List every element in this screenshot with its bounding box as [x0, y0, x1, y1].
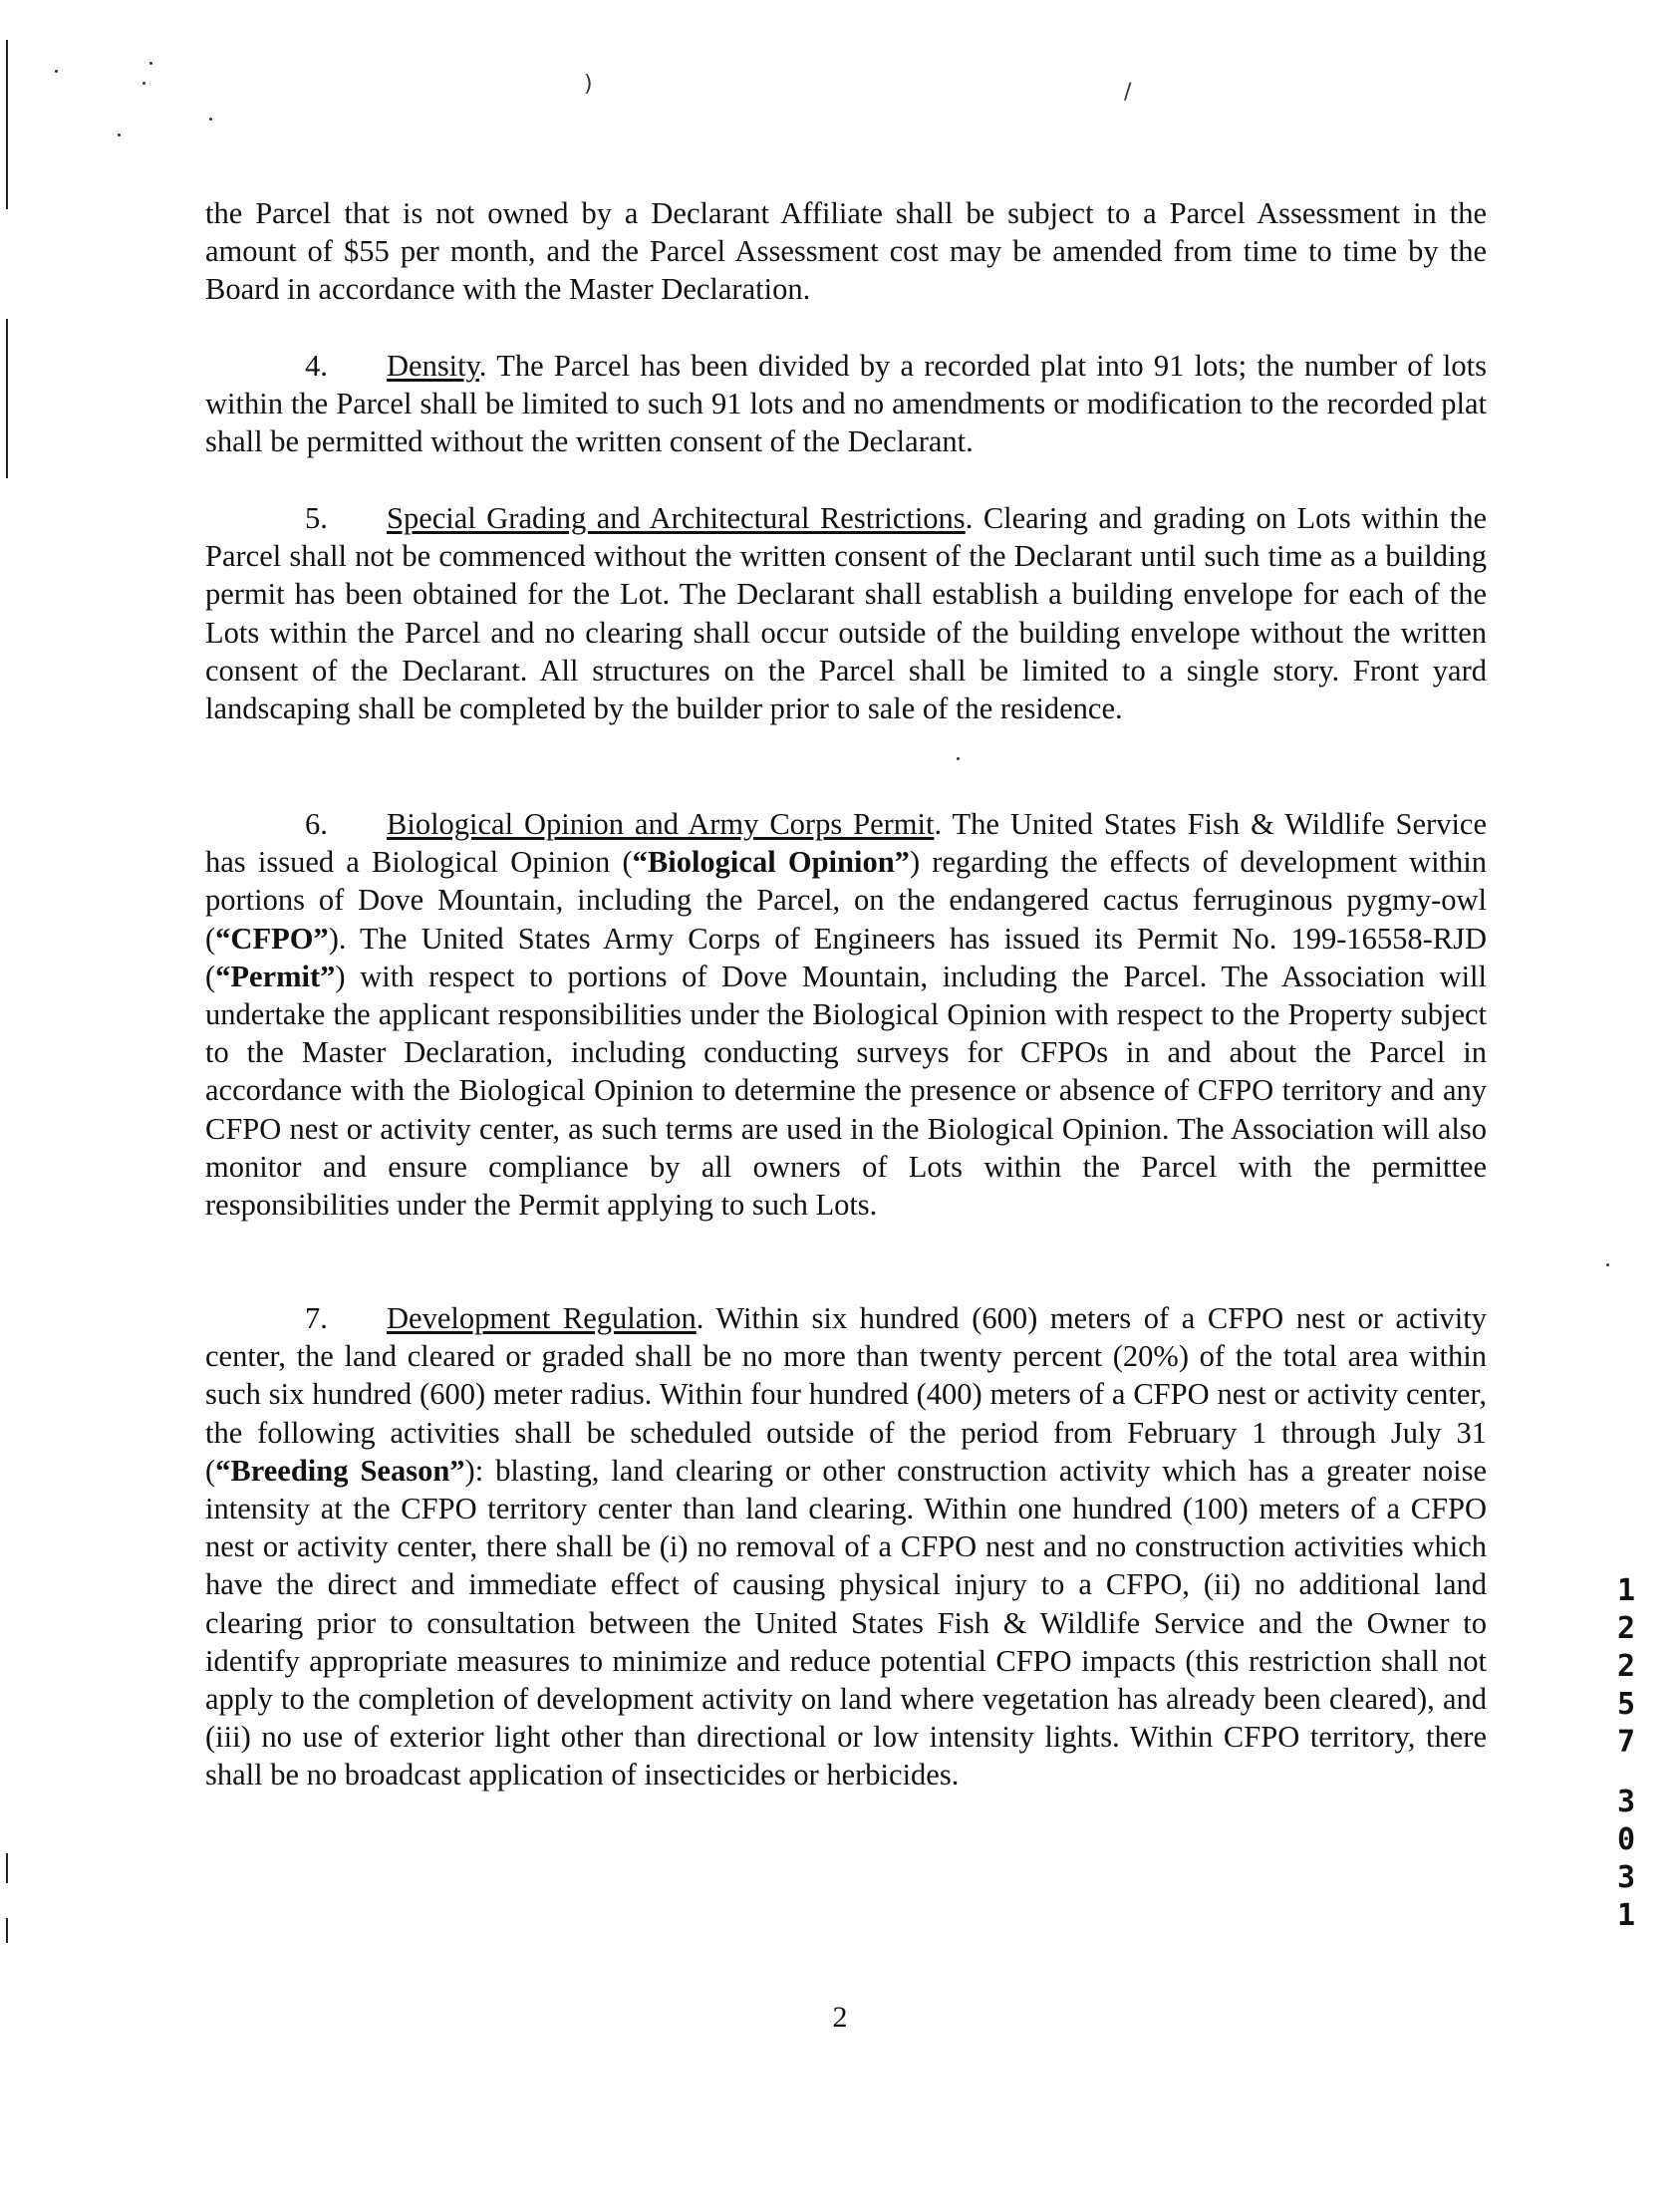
- section-4-body: . The Parcel has been divided by a recorded plat into 91 lots; the number of lots within the Parcel shall be limited to such 91 lots and no amendments or modification to the recorded plat shall be permitted without the written consent of the Declarant.: [205, 349, 1487, 459]
- intro-text: the Parcel that is not owned by a Declarant Affiliate shall be subject to a Parcel Assessment in the amount of $55 per month, and the Parcel Assessment cost may be amended from time to time by the Board in accordance with the Master Declaration.: [205, 196, 1487, 307]
- recording-digit: 2: [1616, 1611, 1636, 1646]
- section-6-body-1: . The United States Fish & Wildlife Service has issued a Biological Opinion (: [205, 807, 1488, 880]
- scan-speck: [209, 118, 212, 121]
- section-6-body-3: ). The United States Army Corps of Engineers has issued its Permit No. 199-16558-RJD (: [205, 921, 1487, 993]
- scan-edge-line: [6, 40, 8, 209]
- section-6-defined-term-permit: “Permit”: [215, 959, 336, 993]
- scan-mark-glyph: ): [584, 72, 593, 97]
- section-6-paragraph: [205, 805, 1487, 1224]
- section-4-number: 4.: [305, 349, 328, 383]
- recording-digit: 7: [1616, 1725, 1636, 1760]
- section-6-defined-term-cfpo: “CFPO”: [215, 921, 329, 956]
- scan-edge-line: [6, 1853, 8, 1883]
- section-5-paragraph: [205, 499, 1487, 727]
- section-5-body: . Clearing and grading on Lots within the Parcel shall not be commenced without the written consent of the Declarant until such time as a building permit has been obtained for the Lot. The Declarant shall establish a building envelope for each of the Lots within the Parcel and no clearing shall occur outside of the building envelope without the written consent of the Declarant. All structures on the Parcel shall be limited to a single story. Front yard landscaping shall be completed by the builder prior to sale of the residence.: [205, 501, 1487, 726]
- section-7-paragraph: [205, 1299, 1487, 1794]
- section-7-body-1: . Within six hundred (600) meters of a CFPO nest or activity center, the land cleared or graded shall be no more than twenty percent (20%) of the total area within such six hundred (600) meter radius. Within four hundred (400) meters of a CFPO nest or activity center, the following activities shall be scheduled outside of the period from February 1 through July 31 (: [205, 1301, 1487, 1488]
- scan-speck: [142, 82, 145, 85]
- recording-digit: 1: [1616, 1898, 1636, 1933]
- section-5-number: 5.: [305, 501, 328, 535]
- recording-digit: 1: [1616, 1573, 1636, 1608]
- section-6-body-4: ) with respect to portions of Dove Mountain, including the Parcel. The Association will undertake the applicant responsibilities under the Biological Opinion with respect to the Property subject to the Master Declaration, including conducting surveys for CFPOs in and about the Parcel in accordance with the Biological Opinion to determine the presence or absence of CFPO territory and any CFPO nest or activity center, as such terms are used in the Biological Opinion. The Association will also monitor and ensure compliance by all owners of Lots within the Parcel with the permittee responsibilities under the Permit applying to such Lots.: [205, 959, 1487, 1223]
- section-6-defined-term-biological-opinion: “Biological Opinion”: [632, 845, 910, 880]
- scan-speck: [1606, 1263, 1609, 1266]
- scan-mark-glyph: /: [1124, 80, 1132, 105]
- recording-digit: 3: [1616, 1785, 1636, 1819]
- scan-edge-line: [6, 319, 8, 478]
- scan-edge-line: [6, 1918, 8, 1943]
- section-7-heading: Development Regulation: [387, 1301, 697, 1335]
- recording-gap: [1606, 1762, 1646, 1784]
- recording-digit: 3: [1616, 1860, 1636, 1895]
- intro-paragraph: [205, 194, 1487, 309]
- section-7-defined-term-breeding-season: “Breeding Season”: [215, 1453, 465, 1488]
- scan-speck: [118, 134, 121, 137]
- section-6-heading: Biological Opinion and Army Corps Permit: [387, 807, 935, 841]
- recording-digit: 2: [1616, 1649, 1636, 1684]
- recording-digit: 5: [1616, 1687, 1636, 1722]
- scan-speck: [149, 62, 152, 65]
- recording-digit: 0: [1616, 1822, 1636, 1857]
- recording-number: [1606, 1572, 1646, 1935]
- section-6-number: 6.: [305, 807, 328, 841]
- section-5-heading: Special Grading and Architectural Restrictions: [387, 501, 966, 535]
- section-4-heading: Density: [387, 349, 479, 383]
- section-6-body-2: ) regarding the effects of development within portions of Dove Mountain, including the Parcel, on the endangered cactus ferruginous pygmy-owl (: [205, 845, 1488, 956]
- section-4-paragraph: [205, 347, 1487, 461]
- section-7-body-2: ): blasting, land clearing or other construction activity which has a greater noise intensity at the CFPO territory center than land clearing. Within one hundred (100) meters of a CFPO nest or activity center, there shall be (i) no removal of a CFPO nest and no construction activities which have the direct and immediate effect of causing physical injury to a CFPO, (ii) no additional land clearing prior to consultation between the United States Fish & Wildlife Service and the Owner to identify appropriate measures to minimize and reduce potential CFPO impacts (this restriction shall not apply to the completion of development activity on land where vegetation has already been cleared), and (iii) no use of exterior light other than directional or low intensity lights. Within CFPO territory, there shall be no broadcast application of insecticides or herbicides.: [205, 1453, 1487, 1792]
- page-number: 2: [832, 2001, 848, 2034]
- scan-speck: [55, 70, 58, 73]
- section-7-number: 7.: [305, 1301, 328, 1335]
- scan-speck: [957, 757, 960, 760]
